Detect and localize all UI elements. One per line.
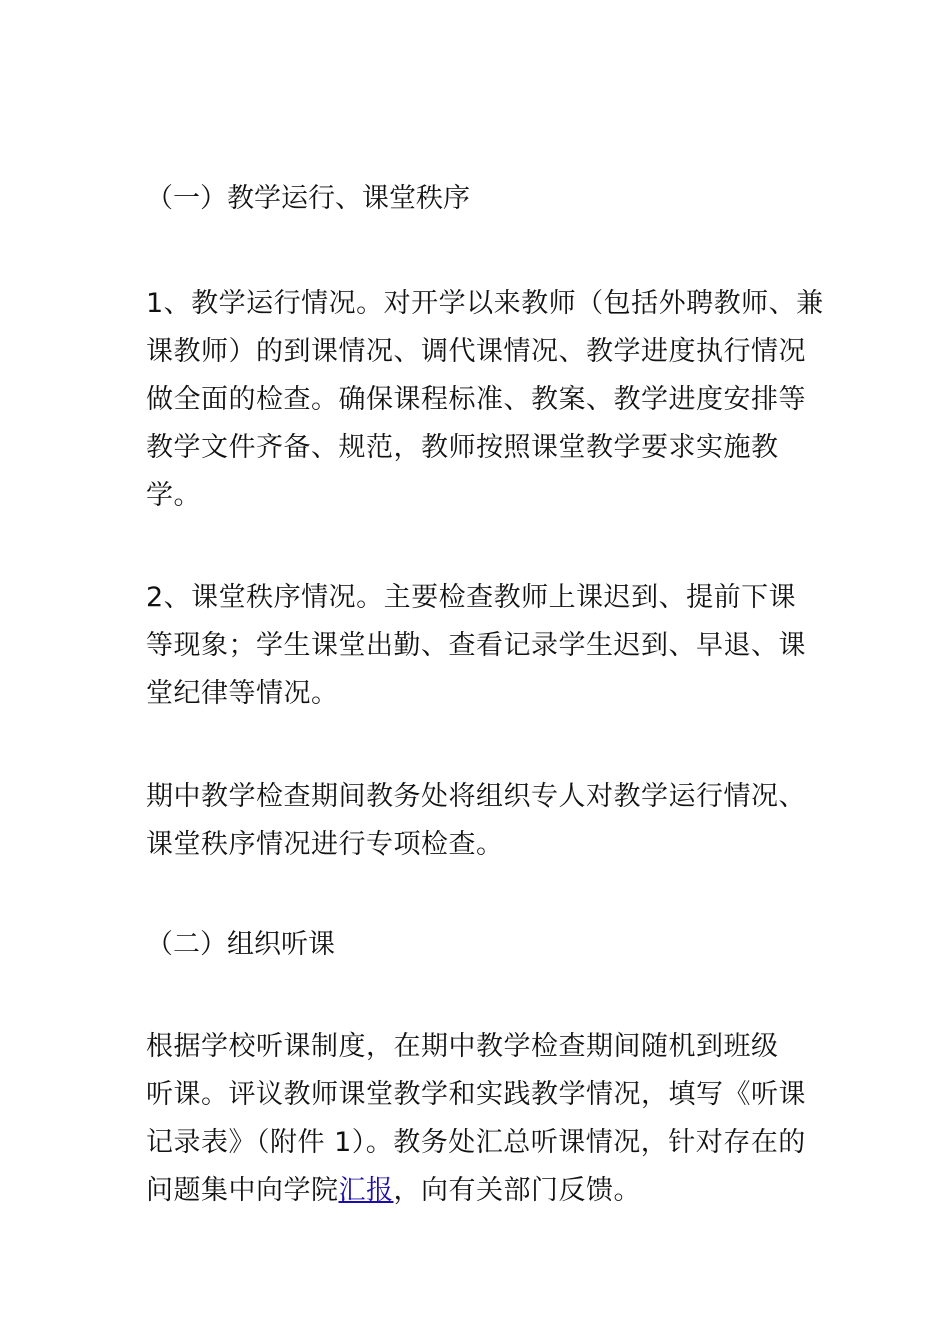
section-2-heading: （二）组织听课 bbox=[146, 929, 335, 960]
paragraph-line: 等现象；学生课堂出勤、查看记录学生迟到、早退、课 bbox=[146, 630, 806, 661]
section-1-item-1 bbox=[146, 280, 836, 520]
paragraph-line: 学。 bbox=[146, 480, 201, 511]
paragraph-line: 课教师）的到课情况、调代课情况、教学进度执行情况 bbox=[146, 336, 806, 367]
section-1-heading: （一）教学运行、课堂秩序 bbox=[146, 183, 470, 214]
paragraph-line: 做全面的检查。确保课程标准、教案、教学进度安排等 bbox=[146, 384, 806, 415]
paragraph-line: 记录表》（附件 1）。教务处汇总听课情况，针对存在的 bbox=[146, 1127, 806, 1158]
section-2-paragraph bbox=[146, 1023, 836, 1215]
paragraph-line: 期中教学检查期间教务处将组织专人对教学运行情况、 bbox=[146, 781, 806, 812]
paragraph-line: 教学文件齐备、规范，教师按照课堂教学要求实施教 bbox=[146, 432, 779, 463]
last-line-before: 问题集中向学院 bbox=[146, 1175, 339, 1206]
report-link[interactable]: 汇报 bbox=[338, 1175, 394, 1206]
paragraph-line: 1、教学运行情况。对开学以来教师（包括外聘教师、兼 bbox=[146, 288, 824, 319]
paragraph-line: 2、课堂秩序情况。主要检查教师上课迟到、提前下课 bbox=[146, 582, 797, 613]
last-line-after: ，向有关部门反馈。 bbox=[393, 1175, 641, 1206]
section-1-item-2 bbox=[146, 574, 836, 718]
paragraph-line: 堂纪律等情况。 bbox=[146, 678, 339, 709]
paragraph-line: 听课。评议教师课堂教学和实践教学情况，填写《听课 bbox=[146, 1079, 806, 1110]
paragraph-line: 课堂秩序情况进行专项检查。 bbox=[146, 829, 504, 860]
paragraph-line: 根据学校听课制度，在期中教学检查期间随机到班级 bbox=[146, 1031, 779, 1062]
section-1-summary bbox=[146, 773, 836, 869]
paragraph-line-last bbox=[146, 1167, 836, 1215]
